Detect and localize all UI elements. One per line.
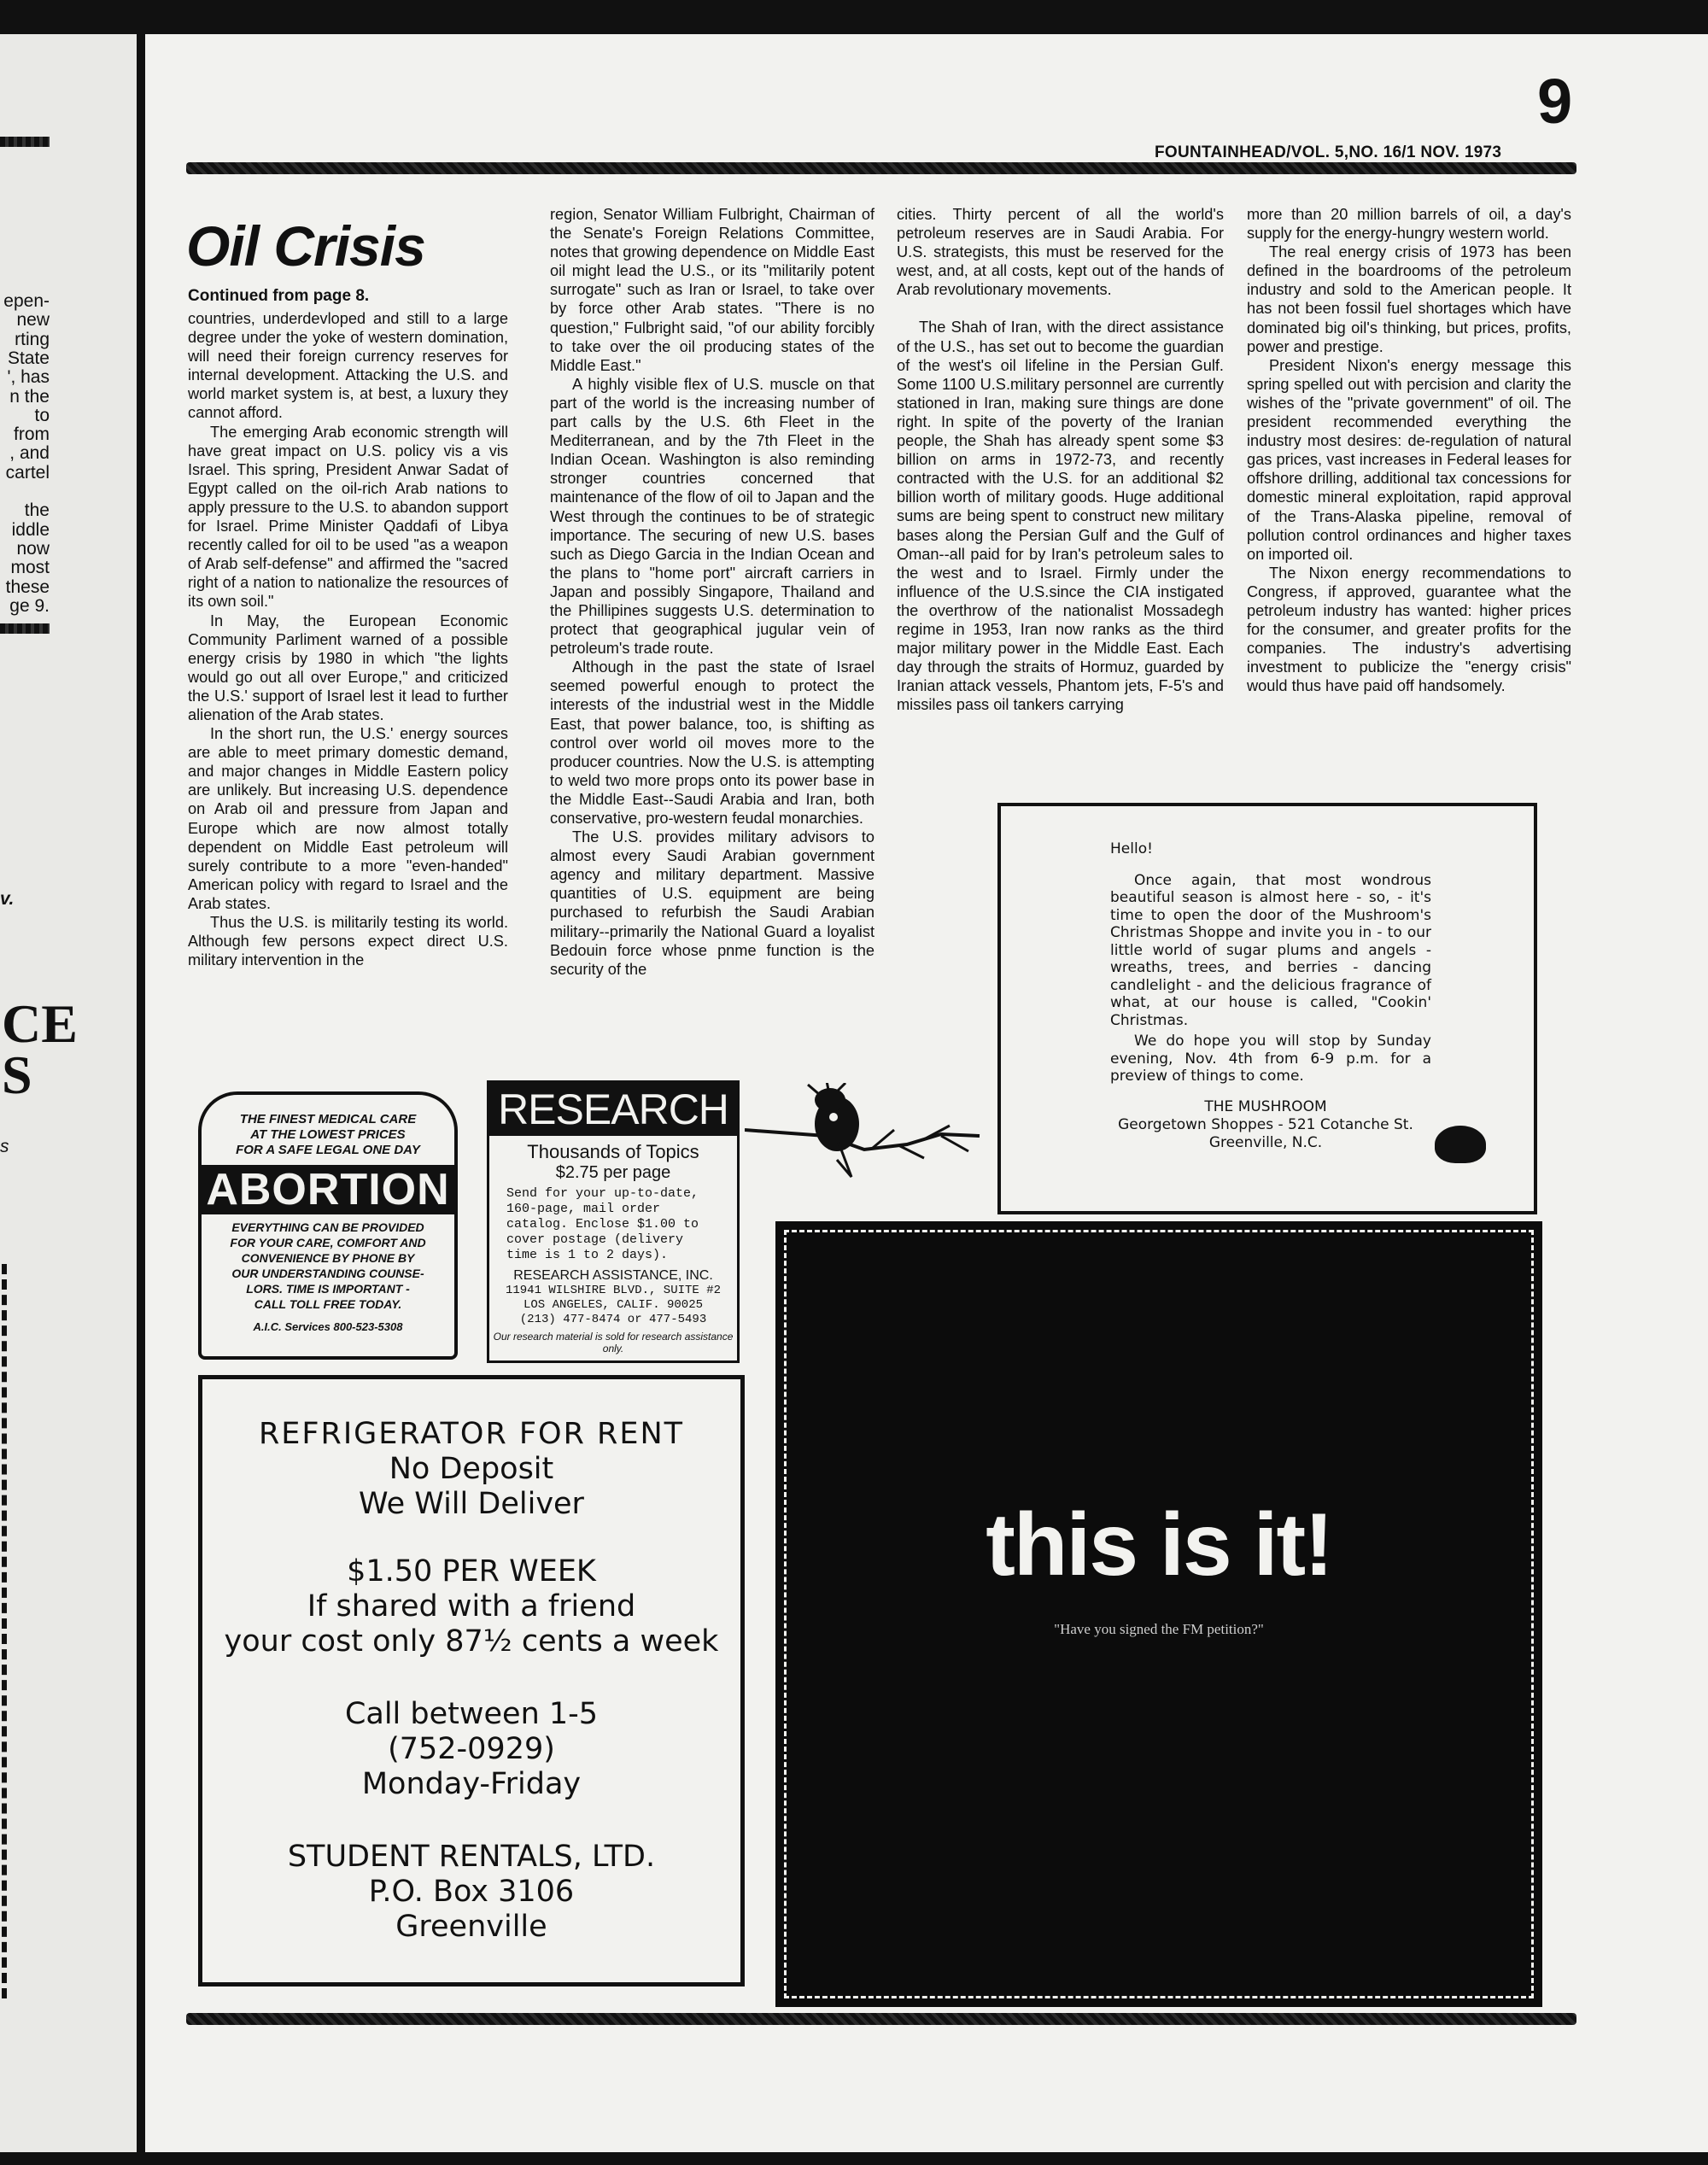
ad-line: OUR UNDERSTANDING COUNSE- <box>231 1267 424 1280</box>
abortion-ad-top <box>202 1112 454 1158</box>
left-wavy-rule <box>0 137 50 147</box>
left-page-fragment: epen- <box>3 291 50 311</box>
research-ad-company: RESEARCH ASSISTANCE, INC. <box>513 1268 713 1283</box>
fridge-line: Monday-Friday <box>361 1767 582 1801</box>
dashed-border <box>784 1230 1534 1998</box>
mushroom-paragraph-1: Once again, that most wondrous beautiful season is almost here - so, - it's time to open the door of the Mushroom's Christmas Shoppe and invite you in - to our little world of sugar plums and angels - wreaths, trees, and berries - dancing candlelight - and the delicious fragrance of what, at our house is called, "Cookin' Christmas. <box>1110 871 1431 1029</box>
bird-illustration <box>745 1083 984 1194</box>
fridge-line: Greenville <box>395 1910 547 1944</box>
this-is-it-subline: "Have you signed the FM petition?" <box>1054 1621 1264 1637</box>
ad-line: CONVENIENCE BY PHONE BY <box>241 1251 415 1265</box>
left-page-fragment: cartel <box>5 462 50 483</box>
paragraph: countries, underdevloped and still to a large degree under the yoke of western domination, will need their foreign currency reserves for internal development. Attacking the U.S. and world market system is, at best, a luxury they cannot afford. <box>188 310 508 422</box>
this-is-it-headline: this is it! <box>986 1495 1332 1594</box>
left-page-fragment: State <box>7 348 50 368</box>
article-column-1 <box>188 309 508 969</box>
ad-line: CALL TOLL FREE TODAY. <box>254 1297 402 1311</box>
continued-note: Continued from page 8. <box>188 287 370 305</box>
fridge-line: (752-0929) <box>388 1732 555 1766</box>
paragraph: The Nixon energy recommendations to Congress, if approved, guarantee what the petroleum industry has wanted: higher prices for the consumer, and greater profits for the companies. The industry's advertising investment to publicize the "energy crisis" would thus have paid off handsomely. <box>1247 564 1571 695</box>
top-rule <box>186 162 1576 174</box>
sig-line: Greenville, N.C. <box>1208 1134 1323 1151</box>
mushroom-logo-icon <box>1435 1126 1486 1163</box>
refrigerator-ad <box>198 1375 745 1987</box>
paragraph: The real energy crisis of 1973 has been defined in the boardrooms of the petroleum industry and sold to the American people. It has not been fossil fuel shortages which have dominated big oil's thinking, but prices, profits, power and prestige. <box>1247 243 1571 355</box>
fridge-line: We Will Deliver <box>359 1487 584 1521</box>
left-wavy-rule-2 <box>0 623 50 634</box>
paragraph: In May, the European Economic Community Parliment warned of a possible energy crisis by 1980 in which "the lights would go out all over Europe," and criticized the U.S.' support of Israel lest it lead to further alienation of the Arab states. <box>188 611 508 723</box>
research-ad-header: RESEARCH <box>489 1083 737 1136</box>
masthead: FOUNTAINHEAD/VOL. 5,NO. 16/1 NOV. 1973 <box>1155 143 1502 161</box>
mushroom-greeting: Hello! <box>1110 840 1153 857</box>
ad-line: FOR A SAFE LEGAL ONE DAY <box>236 1143 420 1157</box>
fridge-line: If shared with a friend <box>307 1589 636 1624</box>
abortion-ad-footer: A.I.C. Services 800-523-5308 <box>253 1320 403 1333</box>
ad-line: FOR YOUR CARE, COMFORT AND <box>230 1236 426 1249</box>
address-line: 11941 WILSHIRE BLVD., SUITE #2 <box>505 1284 722 1297</box>
fridge-line: P.O. Box 3106 <box>368 1875 575 1909</box>
bottom-rule <box>186 2013 1576 2025</box>
address-line: LOS ANGELES, CALIF. 90025 <box>523 1298 704 1312</box>
paragraph: The Shah of Iran, with the direct assistance of the U.S., has set out to become the guardian of the west's oil lifeline in the Persian Gulf. Some 1100 U.S.military personnel are currently stationed in Iran, making sure things are done right. In spite of the poverty of the Iranian people, the Shah has already spent some $3 billion on arms in 1972-73, and recently contracted with the U.S. for an additional $2 billion worth of military goods. Huge additional sums are being spent to construct new military bases along the Persian Gulf and the Gulf of Oman--all paid for by Iran's petroleum sales to the west and to Israel. Firmly under the influence of the U.S.since the CIA instigated the overthrow of the nationalist Mossadegh regime in 1953, Iran now ranks as the third major military power in the Middle East. Each day through the straits of Hormuz, guarded by Iranian attack vessels, Phantom jets, F-5's and missiles pass oil tankers carrying <box>897 319 1224 714</box>
address-line: (213) 477-8474 or 477-5493 <box>519 1313 707 1326</box>
paragraph: A highly visible flex of U.S. muscle on that part of the world is the increasing number of part calls by the U.S. 6th Fleet in the Mediterranean, and by the 7th Fleet in the Indian Ocean. Washington is also reminding stronger countries concerned that maintenance of the flow of oil to Japan and the West through the continues to be of strategic importance. The securing of new U.S. bases such as Diego Garcia in the Indian Ocean and the plans to "home port" aircraft carriers in Japan and possibly Singapore, Thailand and the Phillipines suggests U.S. determination to protect that geographical jugular vein of petroleum's trade route. <box>550 375 874 658</box>
paragraph: more than 20 million barrels of oil, a day's supply for the energy-hungry western world. <box>1247 206 1571 243</box>
paragraph: Thus the U.S. is militarily testing its world. Although few persons expect direct U.S. military intervention in the <box>188 914 508 969</box>
ad-line: EVERYTHING CAN BE PROVIDED <box>231 1220 424 1234</box>
article-column-4 <box>1247 205 1571 695</box>
left-page-fragment: the <box>24 500 50 521</box>
left-page-fragment: rting <box>15 329 50 349</box>
left-page-fragment: from <box>14 424 50 445</box>
article-column-2 <box>550 205 874 979</box>
fridge-line: your cost only 87½ cents a week <box>224 1624 719 1659</box>
left-big-letters-2: S <box>2 1044 32 1105</box>
mushroom-ad-body <box>1110 840 1431 1089</box>
left-page-fragment: to <box>34 405 50 425</box>
left-page-fragment: now <box>16 538 50 559</box>
paragraph: cities. Thirty percent of all the world's petroleum reserves are in Saudi Arabia. For U.S. strategists, this must be reserved for the west, and, at all costs, kept out of the hands of Arab revolutionary movements. <box>897 206 1224 299</box>
fridge-line: REFRIGERATOR FOR RENT <box>258 1417 685 1451</box>
paragraph: Although in the past the state of Israel seemed powerful enough to protect the interests of the industrial west in the Middle East, that power balance, too, is shifting as control over world oil moves more to the producer countries. Now the U.S. is attempting to weld two more props onto its power base in the Middle East--Saudi Arabia and Iran, both conservative, pro-western feudal monarchies. <box>550 658 874 827</box>
paragraph: President Nixon's energy message this spring spelled out with percision and clarity the wishes of the "private government" of oil. The president recommended everything the industry most desires: de-regulation of natural gas prices, vast increases in Federal leases for offshore drilling, additional tax concessions for domestic mineral exploitation, rapid approval of the Trans-Alaska pipeline, removal of pollution control ordinances and higher taxes on imported oil. <box>1247 356 1571 563</box>
mushroom-ad <box>997 803 1537 1214</box>
left-fragment-s: s <box>0 1137 9 1156</box>
left-page-fragment: new <box>16 310 50 331</box>
headline: Oil Crisis <box>186 214 425 278</box>
abortion-ad-body <box>202 1220 454 1312</box>
ad-line: THE FINEST MEDICAL CARE <box>239 1112 417 1126</box>
fridge-block-a <box>202 1417 740 1522</box>
ad-line: LORS. TIME IS IMPORTANT - <box>246 1282 410 1296</box>
fridge-block-c <box>202 1697 740 1802</box>
fridge-block-d <box>202 1840 740 1945</box>
paragraph: region, Senator William Fulbright, Chairman of the Senate's Foreign Relations Committee, notes that growing dependence on Middle East oil might lead the U.S., or its "militarily potent surrogate" such as Iran or Israel, to take over by force other Arab states. "There is no question," Fulbright said, "of our ability forcibly to take over the oil producing states of the Middle East." <box>550 206 874 374</box>
left-page-fragment: n the <box>9 386 50 407</box>
left-page-fragment: , and <box>9 443 50 464</box>
page-number: 9 <box>1537 66 1573 137</box>
research-ad-address <box>489 1284 737 1327</box>
ad-line: AT THE LOWEST PRICES <box>250 1127 406 1142</box>
left-page-fragment: ', has <box>7 367 50 388</box>
paragraph: The U.S. provides military advisors to almost every Saudi Arabian government agency and military department. Massive quantities of U.S. equipment are being purchased to refurbish the Saudi Arabian military--primarily the National Guard a loyalist Bedouin force whose pnme function is the security of the <box>550 828 874 978</box>
mushroom-paragraph-2: We do hope you will stop by Sunday evening, Nov. 4th from 6-9 p.m. for a preview of things to come. <box>1110 1033 1431 1085</box>
left-page-fragment: iddle <box>11 519 50 540</box>
paragraph: In the short run, the U.S.' energy sources are able to meet primary domestic demand, and major changes in Middle Eastern policy are unlikely. But increasing U.S. dependence on Arab oil and pressure from Japan and Europe which are now almost totally dependent on Middle East petroleum will surely contribute to a more "even-handed" American policy with regard to Israel and the Arab states. <box>188 725 508 912</box>
research-ad-price: $2.75 per page <box>555 1163 671 1182</box>
article-column-3 <box>897 205 1224 714</box>
adjacent-page-edge <box>0 34 137 2152</box>
fridge-line: Call between 1-5 <box>344 1697 599 1731</box>
fridge-line: STUDENT RENTALS, LTD. <box>287 1840 656 1874</box>
fridge-line: $1.50 PER WEEK <box>347 1554 596 1589</box>
left-big-letters-1: CE <box>2 993 78 1054</box>
abortion-ad-title: ABORTION <box>202 1165 454 1214</box>
paragraph: The emerging Arab economic strength will have great impact on U.S. policy vis a vis Israel. This spring, President Anwar Sadat of Egypt called on the oil-rich Arab nations to apply pressure to the U.S. to abandon support for Israel. Prime Minister Qaddafi of Libya recently called for oil to be used "as a weapon of Arab self-defense" and affirmed the "sacred right of a nation to nationalize the resources of its own soil." <box>188 423 508 611</box>
sig-line: Georgetown Shoppes - 521 Cotanche St. <box>1118 1116 1413 1133</box>
fridge-block-b <box>202 1554 740 1659</box>
research-ad-note: Our research material is sold for research assistance only. <box>493 1331 734 1355</box>
left-dashed-border <box>2 1264 34 1998</box>
abortion-ad <box>198 1091 458 1360</box>
left-page-fragment: ge 9. <box>9 595 50 616</box>
fridge-line: No Deposit <box>389 1452 554 1486</box>
this-is-it-ad <box>775 1221 1542 2007</box>
research-ad-topics: Thousands of Topics <box>527 1141 699 1162</box>
left-fragment-v: v. <box>0 889 15 909</box>
left-page-fragment: most <box>10 558 50 578</box>
mushroom-signature <box>1086 1098 1445 1152</box>
left-page-fragment: these <box>5 576 50 597</box>
research-ad <box>487 1080 740 1363</box>
research-ad-body: Send for your up-to-date, 160-page, mail order catalog. Enclose $1.00 to cover postage (delivery time is 1 to 2 days). <box>506 1186 699 1262</box>
sig-line: THE MUSHROOM <box>1204 1098 1327 1115</box>
